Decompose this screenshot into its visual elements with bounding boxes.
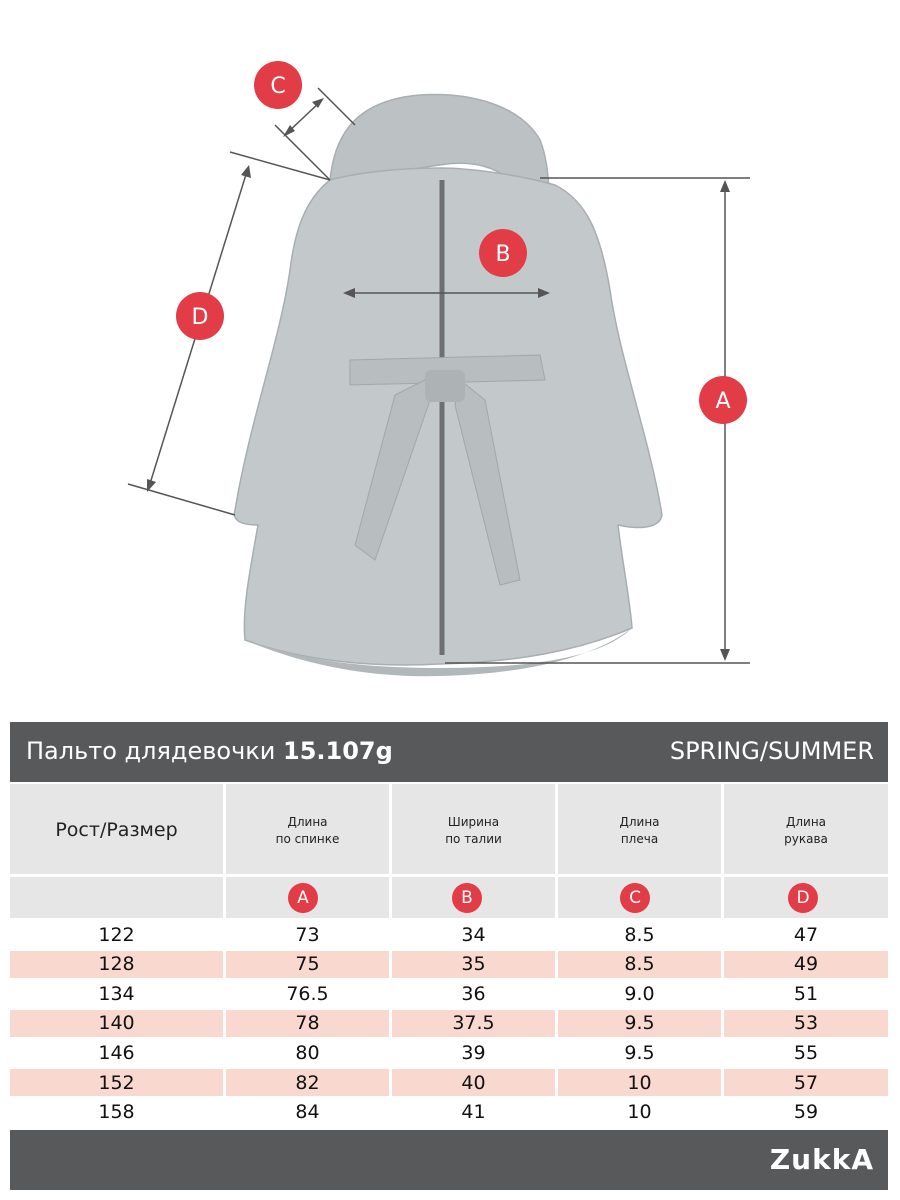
sleeve-length-cell: 51 (793, 983, 819, 1005)
sleeve-length-cell: 47 (793, 924, 819, 946)
waist-width-cell: 36 (461, 983, 486, 1005)
table-row (10, 1039, 888, 1069)
shoulder-length-cell: 9.0 (624, 983, 655, 1005)
footer-bar (10, 1130, 888, 1190)
waist-width-cell: 34 (461, 924, 486, 946)
length-back-cell: 84 (295, 1101, 320, 1123)
column-header-d-line2: рукава (784, 832, 828, 846)
sleeve-length-cell: 59 (793, 1101, 819, 1123)
column-header-a-line2: по спинке (275, 832, 340, 846)
marker-a (699, 376, 747, 424)
title-bar (10, 722, 888, 782)
shoulder-length-cell: 10 (627, 1101, 652, 1123)
svg-text:B: B (495, 242, 511, 267)
length-back-cell: 82 (295, 1072, 320, 1094)
table-row (10, 921, 888, 951)
sleeve-length-cell: 49 (793, 953, 819, 975)
shoulder-length-cell: 8.5 (624, 953, 655, 975)
marker-c (254, 61, 302, 109)
sleeve-length-cell: 55 (793, 1042, 819, 1064)
size-cell: 128 (98, 953, 135, 975)
svg-text:C: C (270, 74, 286, 99)
size-header-cell (10, 784, 223, 874)
product-name: Пальто длядевочки (26, 737, 276, 765)
size-cell: 140 (98, 1012, 135, 1034)
size-cell: 158 (98, 1101, 135, 1123)
sleeve-length-cell: 57 (793, 1072, 819, 1094)
shoulder-length-cell: 8.5 (624, 924, 655, 946)
product-model: 15.107g (283, 737, 393, 765)
product-title (26, 737, 393, 765)
waist-width-cell: 39 (461, 1042, 486, 1064)
column-header-a-line1: Длина (287, 815, 328, 829)
column-header-c (558, 784, 721, 874)
length-back-cell: 76.5 (286, 983, 329, 1005)
svg-text:D: D (191, 305, 209, 330)
coat-belt-knot (425, 370, 465, 402)
length-back-cell: 80 (295, 1042, 320, 1064)
column-header-b (392, 784, 555, 874)
size-cell: 146 (98, 1042, 135, 1064)
shoulder-length-cell: 9.5 (624, 1042, 655, 1064)
table-row (10, 1069, 888, 1099)
marker-d (176, 292, 224, 340)
size-cell: 152 (98, 1072, 135, 1094)
table-row (10, 950, 888, 980)
column-header-d-line1: Длина (785, 815, 827, 829)
shoulder-length-cell: 10 (627, 1072, 652, 1094)
size-cell: 122 (98, 924, 135, 946)
column-letter-d: D (788, 883, 818, 913)
table-row (10, 1098, 888, 1128)
column-letter-c: C (620, 883, 650, 913)
shoulder-length-cell: 9.5 (624, 1012, 655, 1034)
column-header-d (724, 784, 888, 874)
length-back-cell: 75 (295, 953, 320, 975)
length-back-cell: 78 (295, 1012, 320, 1034)
length-back-cell: 73 (295, 924, 320, 946)
svg-text:A: A (715, 389, 731, 414)
sleeve-length-cell: 53 (793, 1012, 819, 1034)
letter-row-cell-size (10, 877, 223, 918)
season-label: SPRING/SUMMER (669, 737, 874, 765)
marker-b (479, 229, 527, 277)
waist-width-cell: 41 (461, 1101, 486, 1123)
column-letter-a: A (288, 883, 318, 913)
waist-width-cell: 40 (461, 1072, 486, 1094)
column-header-c-line1: Длина (619, 815, 660, 829)
column-header-a (226, 784, 389, 874)
waist-width-cell: 37.5 (452, 1012, 495, 1034)
column-header-c-line2: плеча (620, 832, 659, 846)
column-letter-b: B (452, 883, 482, 913)
coat-body (234, 168, 662, 665)
brand-logo: ZukkA (769, 1143, 874, 1176)
table-row (10, 1009, 888, 1039)
column-header-b-line2: по талии (445, 832, 502, 846)
size-cell: 134 (98, 983, 135, 1005)
column-header-b-line1: Ширина (447, 815, 500, 829)
table-row (10, 980, 888, 1010)
size-header: Рост/Размер (55, 819, 178, 841)
waist-width-cell: 35 (461, 953, 486, 975)
